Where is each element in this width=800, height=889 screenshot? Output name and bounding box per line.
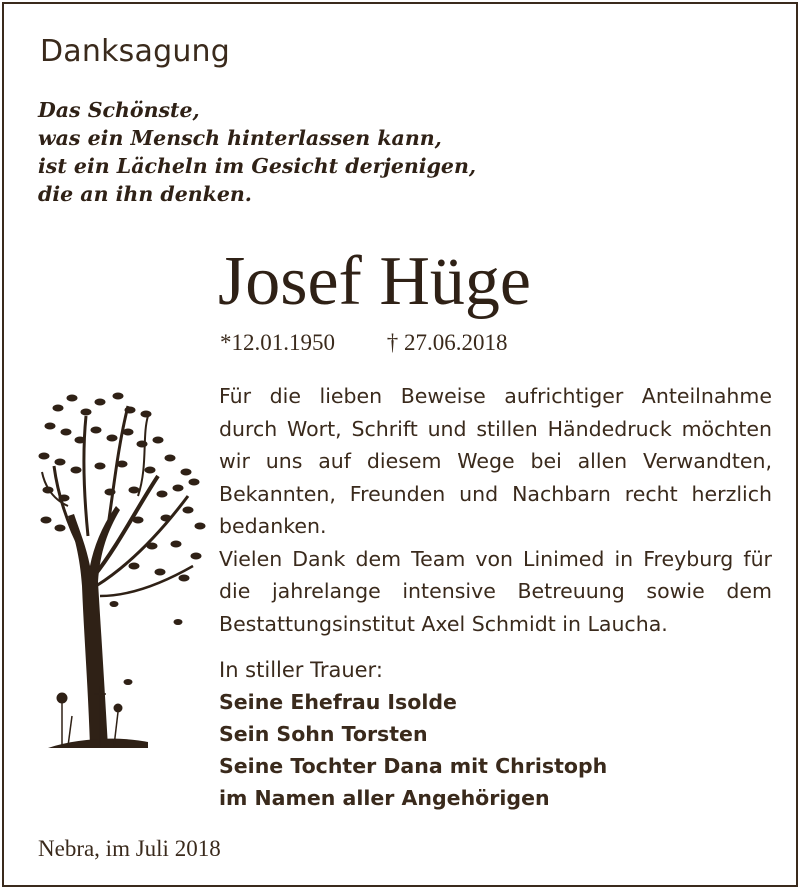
notice-heading: Danksagung xyxy=(40,34,230,69)
place-date: Nebra, im Juli 2018 xyxy=(38,836,221,861)
quote-line: was ein Mensch hinterlassen kann, xyxy=(38,126,442,150)
mourning-intro: In stiller Trauer: xyxy=(219,658,383,682)
quote-line: Das Schönste, xyxy=(38,98,200,122)
notice-frame xyxy=(2,2,798,887)
quote-line: ist ein Lächeln im Gesicht derjenigen, xyxy=(38,154,476,178)
thanks-text xyxy=(219,380,772,640)
mourner-name: im Namen aller Angehörigen xyxy=(219,786,550,810)
memorial-quote xyxy=(38,96,476,208)
mourners-block xyxy=(219,654,607,814)
thanks-paragraph: Vielen Dank dem Team von Linimed in Freyburg für die jahrelange intensive Betreuung sowie dem Bestattungsinstitut Axel Schmidt in Laucha. xyxy=(219,546,772,636)
mourner-name: Seine Ehefrau Isolde xyxy=(219,690,457,714)
mourner-name: Sein Sohn Torsten xyxy=(219,722,428,746)
tree-icon xyxy=(38,386,208,758)
thanks-paragraph: Für die lieben Beweise aufrichtiger Anteilnahme durch Wort, Schrift und stillen Händedruck möchten wir uns auf diesem Wege bei allen Verwandten, Bekannten, Freunden und Nachbarn recht herzlich bedanken. xyxy=(219,384,772,538)
life-dates xyxy=(220,330,508,356)
quote-line: die an ihn denken. xyxy=(38,182,252,206)
deceased-name: Josef Hüge xyxy=(218,243,531,320)
birth-date: *12.01.1950 xyxy=(220,330,335,355)
mourner-name: Seine Tochter Dana mit Christoph xyxy=(219,754,608,778)
death-date: † 27.06.2018 xyxy=(386,330,508,355)
